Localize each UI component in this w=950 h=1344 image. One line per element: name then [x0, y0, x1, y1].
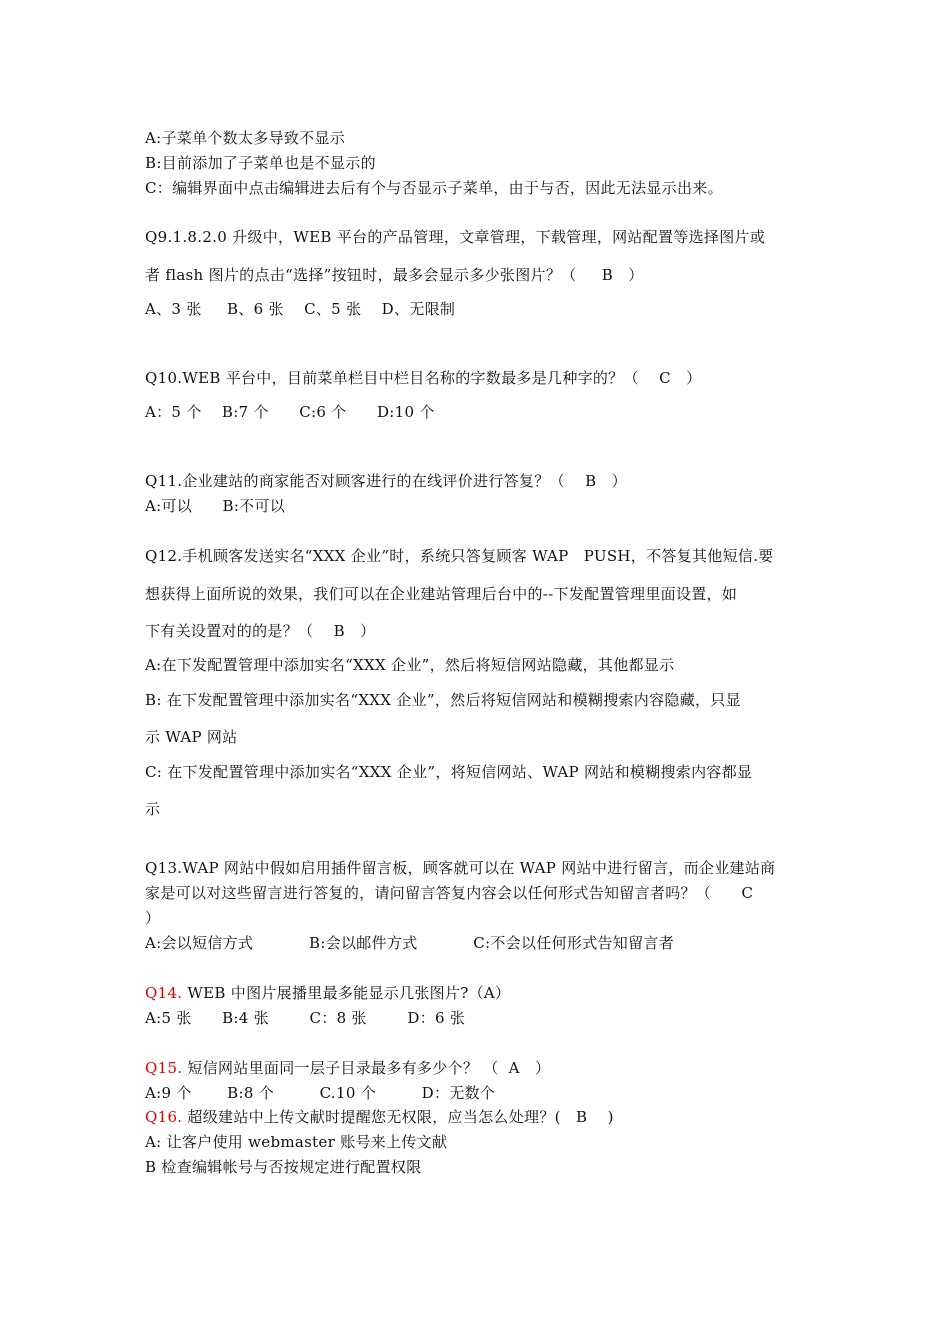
question-q15 — [145, 1058, 550, 1078]
option-text: A、3 张 B、6 张 C、5 张 D、无限制 — [145, 300, 456, 318]
question-number: Q16. — [145, 1108, 183, 1126]
option-text: A:在下发配置管理中添加实名“XXX 企业”，然后将短信网站隐藏，其他都显示 — [145, 656, 675, 674]
question-text: Q9.1.8.2.0 升级中，WEB 平台的产品管理，文章管理，下载管理，网站配置等选择图片或 — [145, 228, 766, 246]
question-text: Q13.WAP 网站中假如启用插件留言板，顾客就可以在 WAP 网站中进行留言，而企业建站商 — [145, 859, 776, 877]
option-text: A: 让客户使用 webmaster 账号来上传文献 — [145, 1133, 448, 1151]
question-number: Q15. — [145, 1059, 183, 1077]
option-text: 示 — [145, 800, 161, 818]
question-text: 家是可以对这些留言进行答复的，请问留言答复内容会以任何形式告知留言者吗？（ C — [145, 884, 754, 902]
question-text: Q12.手机顾客发送实名“XXX 企业”时，系统只答复顾客 WAP PUSH，不答复其他短信.要 — [145, 547, 774, 565]
option-text: A:9 个 B:8 个 C.10 个 D：无数个 — [145, 1084, 496, 1102]
question-text: 下有关设置对的的是？（ B ） — [145, 622, 376, 640]
option-text: A:会以短信方式 B:会以邮件方式 C:不会以任何形式告知留言者 — [145, 934, 674, 952]
question-text: 短信网站里面同一层子目录最多有多少个？ （ A ） — [182, 1059, 551, 1077]
question-q14 — [145, 983, 510, 1003]
question-text: ） — [145, 909, 161, 927]
question-text: 想获得上面所说的效果，我们可以在企业建站管理后台中的--下发配置管理里面设置，如 — [145, 585, 738, 603]
option-text: B 检查编辑帐号与否按规定进行配置权限 — [145, 1158, 422, 1176]
option-text: A:可以 B:不可以 — [145, 497, 286, 515]
option-text: A：5 个 B:7 个 C:6 个 D:10 个 — [145, 403, 435, 421]
option-text: B: 在下发配置管理中添加实名“XXX 企业”，然后将短信网站和模糊搜索内容隐藏，只显 — [145, 691, 741, 709]
option-text: 示 WAP 网站 — [145, 728, 238, 746]
question-text: WEB 中图片展播里最多能显示几张图片?（A） — [182, 984, 511, 1002]
question-number: Q14. — [145, 984, 183, 1002]
question-q16 — [145, 1107, 614, 1127]
question-text: Q11.企业建站的商家能否对顾客进行的在线评价进行答复？（ B ） — [145, 472, 627, 490]
option-text: C：编辑界面中点击编辑进去后有个与否显示子菜单，由于与否，因此无法显示出来。 — [145, 179, 723, 197]
option-text: B:目前添加了子菜单也是不显示的 — [145, 154, 376, 172]
option-text: A:5 张 B:4 张 C：8 张 D：6 张 — [145, 1009, 466, 1027]
question-text: 者 flash 图片的点击“选择”按钮时，最多会显示多少张图片？（ B ） — [145, 266, 644, 284]
option-text: C: 在下发配置管理中添加实名“XXX 企业”，将短信网站、WAP 网站和模糊搜索内容都显 — [145, 763, 753, 781]
question-text: Q10.WEB 平台中，目前菜单栏目中栏目名称的字数最多是几种字的？（ C ） — [145, 369, 702, 387]
option-text: A:子菜单个数太多导致不显示 — [145, 129, 346, 147]
question-text: 超级建站中上传文献时提醒您无权限，应当怎么处理？( B ) — [182, 1108, 614, 1126]
